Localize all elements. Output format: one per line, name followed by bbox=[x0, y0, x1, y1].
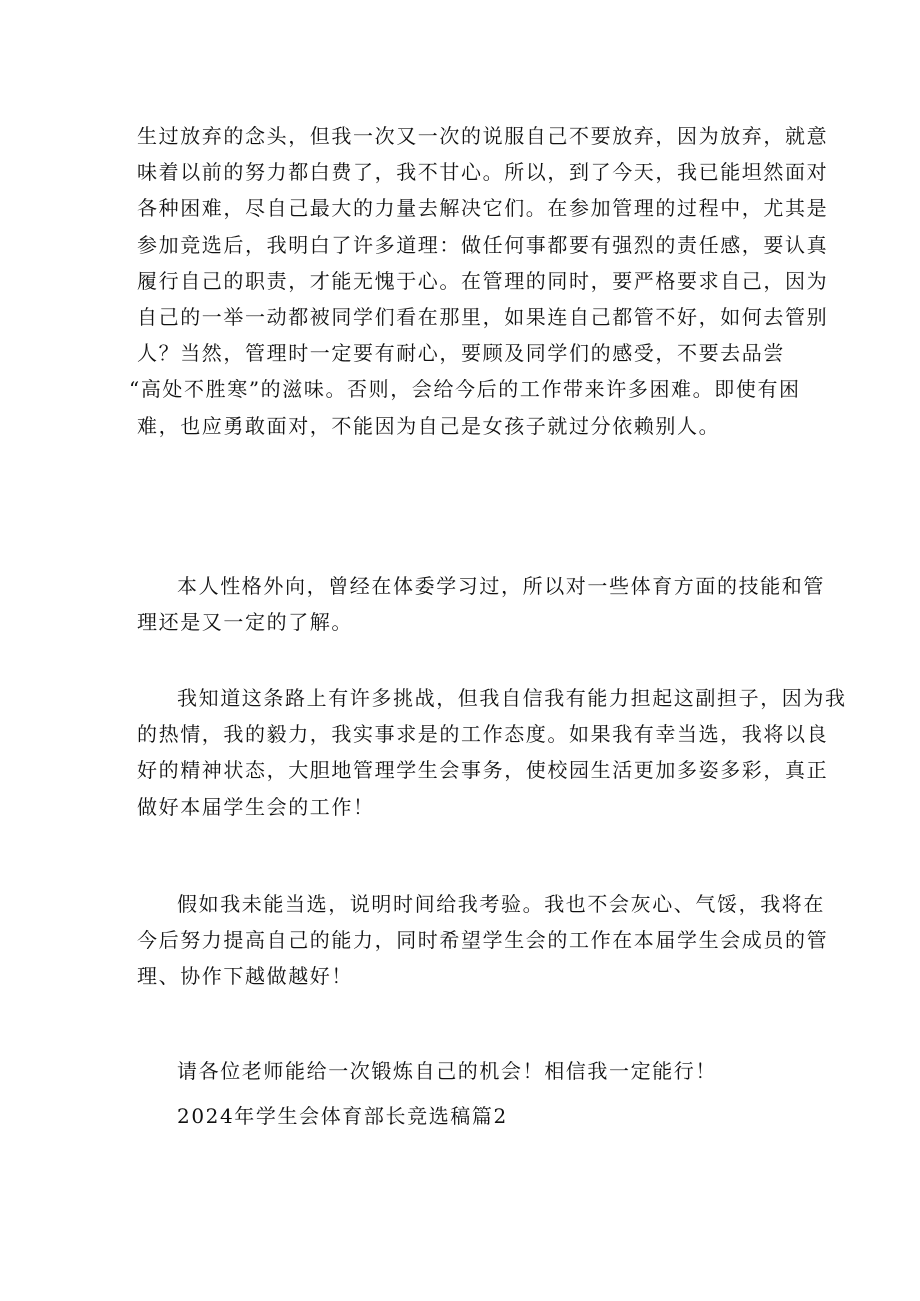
paragraph-line: 本人性格外向，曾经在体委学习过，所以对一些体育方面的技能和管 bbox=[177, 574, 825, 598]
closing-line: 请各位老师能给一次锻炼自己的机会！相信我一定能行！ bbox=[177, 1059, 717, 1083]
paragraph-line: 今后努力提高自己的能力，同时希望学生会的工作在本届学生会成员的管 bbox=[137, 928, 829, 953]
paragraph-line: 难，也应勇敢面对，不能因为自己是女孩子就过分依赖别人。 bbox=[137, 413, 721, 438]
next-section-heading: 2024年学生会体育部长竞选稿篇2 bbox=[177, 1104, 508, 1128]
paragraph-line: 味着以前的努力都白费了，我不甘心。所以，到了今天，我已能坦然面对 bbox=[137, 160, 829, 185]
paragraph-2 bbox=[137, 568, 825, 640]
paragraph-1 bbox=[129, 118, 829, 444]
paragraph-line: 好的精神状态，大胆地管理学生会事务，使校园生活更加多姿多彩，真正 bbox=[137, 758, 829, 783]
paragraph-line: 我知道这条路上有许多挑战，但我自信我有能力担起这副担子，因为我 bbox=[177, 686, 847, 710]
paragraph-line: 假如我未能当选，说明时间给我考验。我也不会灰心、气馁，我将在 bbox=[177, 892, 825, 916]
paragraph-line: 的热情，我的毅力，我实事求是的工作态度。如果我有幸当选，我将以良 bbox=[137, 722, 829, 747]
paragraph-line: 人？当然，管理时一定要有耐心，要顾及同学们的感受，不要去品尝 bbox=[137, 341, 785, 366]
paragraph-line: 理还是又一定的了解。 bbox=[137, 610, 353, 635]
paragraph-line: 各种困难，尽自己最大的力量去解决它们。在参加管理的过程中，尤其是 bbox=[137, 196, 829, 221]
paragraph-line: “高处不胜寒”的滋味。否则，会给今后的工作带来许多困难。即使有困 bbox=[129, 377, 801, 402]
paragraph-line: 做好本届学生会的工作！ bbox=[137, 794, 375, 819]
paragraph-3 bbox=[137, 680, 847, 825]
paragraph-line: 履行自己的职责，才能无愧于心。在管理的同时，要严格要求自己，因为 bbox=[137, 268, 829, 293]
paragraph-line: 理、协作下越做越好！ bbox=[137, 964, 353, 989]
paragraph-4 bbox=[137, 886, 829, 995]
paragraph-line: 生过放弃的念头，但我一次又一次的说服自己不要放弃，因为放弃，就意 bbox=[137, 124, 829, 148]
paragraph-line: 自己的一举一动都被同学们看在那里，如果连自己都管不好，如何去管别 bbox=[137, 305, 829, 330]
paragraph-line: 参加竞选后，我明白了许多道理：做任何事都要有强烈的责任感，要认真 bbox=[137, 232, 829, 257]
